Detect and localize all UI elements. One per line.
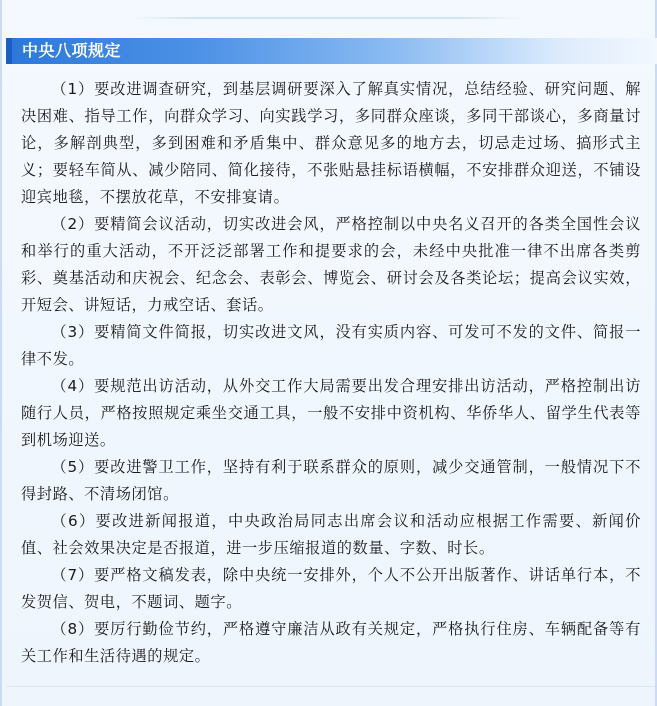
rule-5: （5）要改进警卫工作，坚持有利于联系群众的原则，减少交通管制，一般情况下不得封路、不清场闭馆。 [21,458,641,503]
rule-3: （3）要精简文件简报，切实改进文风，没有实质内容、可发可不发的文件、简报一律不发。 [21,323,641,368]
rule-2: （2）要精简会议活动，切实改进会风，严格控制以中央名义召开的各类全国性会议和举行的重大活动，不开泛泛部署工作和提要求的会，未经中央批准一律不出席各类剪彩、奠基活动和庆祝会、纪念会、表彰会、博览会、研讨会及各类论坛；提高会议实效，开短会、讲短话，力戒空话、套话。 [21,215,641,314]
rule-1: （1）要改进调查研究，到基层调研要深入了解真实情况，总结经验、研究问题、解决困难、指导工作，向群众学习、向实践学习，多同群众座谈，多同干部谈心，多商量讨论，多解剖典型，多到困难和矛盾集中、群众意见多的地方去，切忌走过场、搞形式主义；要轻车简从、减少陪同、简化接待，不张贴悬挂标语横幅，不安排群众迎送，不铺设迎宾地毯，不摆放花草，不安排宴请。 [21,80,641,206]
section-title: 中央八项规定 [22,41,122,60]
bottom-divider [6,686,655,687]
rule-8: （8）要厉行勤俭节约，严格遵守廉洁从政有关规定，严格执行住房、车辆配备等有关工作和生活待遇的规定。 [21,620,641,665]
rule-6: （6）要改进新闻报道，中央政治局同志出席会议和活动应根据工作需要、新闻价值、社会效果决定是否报道，进一步压缩报道的数量、字数、时长。 [21,512,641,557]
rules-list [21,76,641,670]
top-divider [132,17,522,19]
header-accent [6,38,12,64]
rule-7: （7）要严格文稿发表，除中央统一安排外，个人不公开出版著作、讲话单行本，不发贺信、贺电，不题词、题字。 [21,566,641,611]
rule-4: （4）要规范出访活动，从外交工作大局需要出发合理安排出访活动，严格控制出访随行人员，严格按照规定乘坐交通工具，一般不安排中资机构、华侨华人、留学生代表等到机场迎送。 [21,377,641,449]
section-header [6,38,657,64]
